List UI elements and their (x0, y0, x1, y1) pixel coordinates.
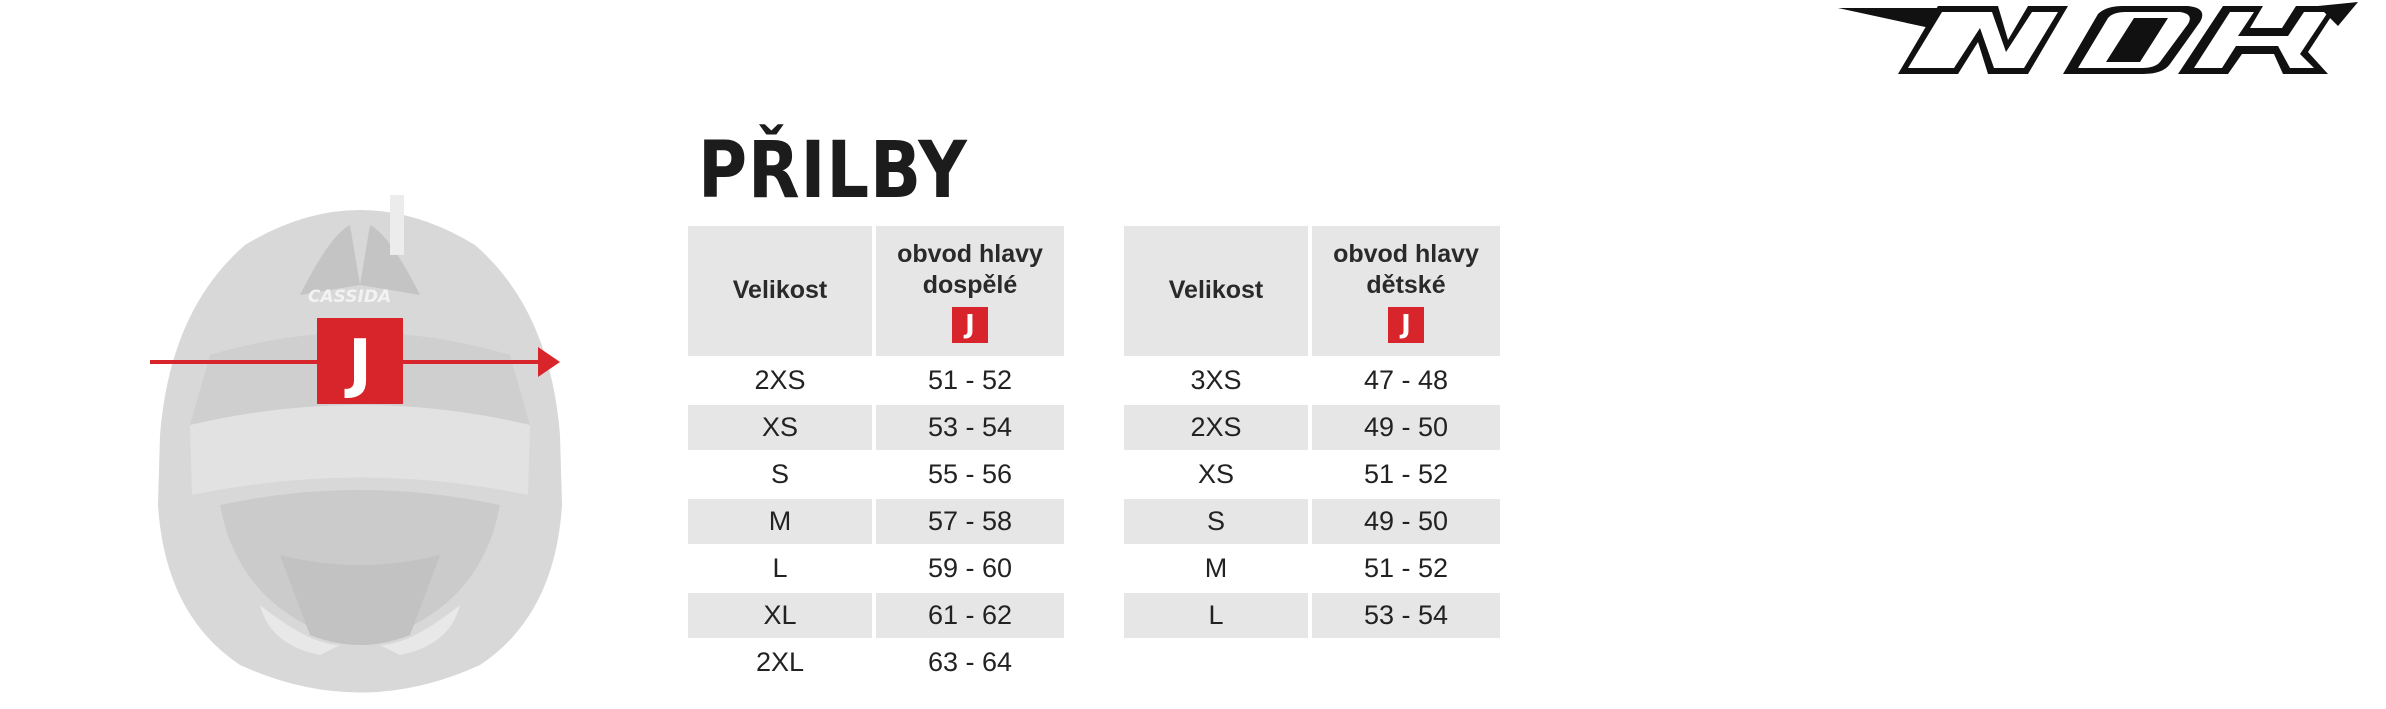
range-cell: 61 - 62 (876, 591, 1064, 638)
table-header-row (688, 226, 1064, 356)
table-row (688, 356, 1064, 403)
size-cell: 3XS (1124, 356, 1308, 403)
table-row (688, 638, 1064, 685)
kids-size-table (1120, 226, 1504, 638)
table-header-row (1124, 226, 1500, 356)
size-cell: M (1124, 544, 1308, 591)
range-cell: 51 - 52 (1312, 544, 1500, 591)
table-row (688, 403, 1064, 450)
adult-table-body (688, 356, 1064, 685)
range-cell: 49 - 50 (1312, 403, 1500, 450)
measure-marker-badge: J (952, 307, 988, 343)
range-cell: 57 - 58 (876, 497, 1064, 544)
range-cell: 63 - 64 (876, 638, 1064, 685)
size-cell: M (688, 497, 872, 544)
size-cell: 2XL (688, 638, 872, 685)
header-measure-line2: dětské (1366, 271, 1446, 299)
size-cell: 2XS (688, 356, 872, 403)
size-cell: XS (1124, 450, 1308, 497)
header-measure (876, 226, 1064, 356)
table-row (1124, 497, 1500, 544)
kids-table-body (1124, 356, 1500, 638)
size-cell: S (1124, 497, 1308, 544)
range-cell: 53 - 54 (1312, 591, 1500, 638)
size-cell: 2XS (1124, 403, 1308, 450)
nox-logo (1838, 2, 2358, 78)
header-measure (1312, 226, 1500, 356)
table-row (1124, 403, 1500, 450)
nox-logo-mark (1838, 2, 2358, 74)
adult-size-table (684, 226, 1068, 685)
helmet-brand-text: CASSIDA (308, 287, 392, 307)
size-cell: XL (688, 591, 872, 638)
range-cell: 55 - 56 (876, 450, 1064, 497)
header-size: Velikost (688, 226, 872, 356)
range-cell: 47 - 48 (1312, 356, 1500, 403)
range-cell: 59 - 60 (876, 544, 1064, 591)
range-cell: 53 - 54 (876, 403, 1064, 450)
page-title: PŘILBY (698, 126, 968, 216)
table-row (688, 497, 1064, 544)
table-row (1124, 356, 1500, 403)
header-size: Velikost (1124, 226, 1308, 356)
size-cell: L (688, 544, 872, 591)
table-row (688, 544, 1064, 591)
range-cell: 51 - 52 (1312, 450, 1500, 497)
header-measure-line1: obvod hlavy (897, 239, 1043, 268)
table-row (1124, 450, 1500, 497)
header-measure-line1: obvod hlavy (1333, 239, 1479, 268)
table-row (1124, 544, 1500, 591)
table-row (1124, 591, 1500, 638)
table-row (688, 450, 1064, 497)
range-cell: 51 - 52 (876, 356, 1064, 403)
size-cell: L (1124, 591, 1308, 638)
helmet-illustration (150, 175, 570, 705)
size-cell: XS (688, 403, 872, 450)
measure-marker-badge: J (1388, 307, 1424, 343)
measure-marker-label: J (348, 327, 372, 401)
range-cell: 49 - 50 (1312, 497, 1500, 544)
header-measure-line2: dospělé (922, 271, 1018, 299)
size-cell: S (688, 450, 872, 497)
table-row (688, 591, 1064, 638)
